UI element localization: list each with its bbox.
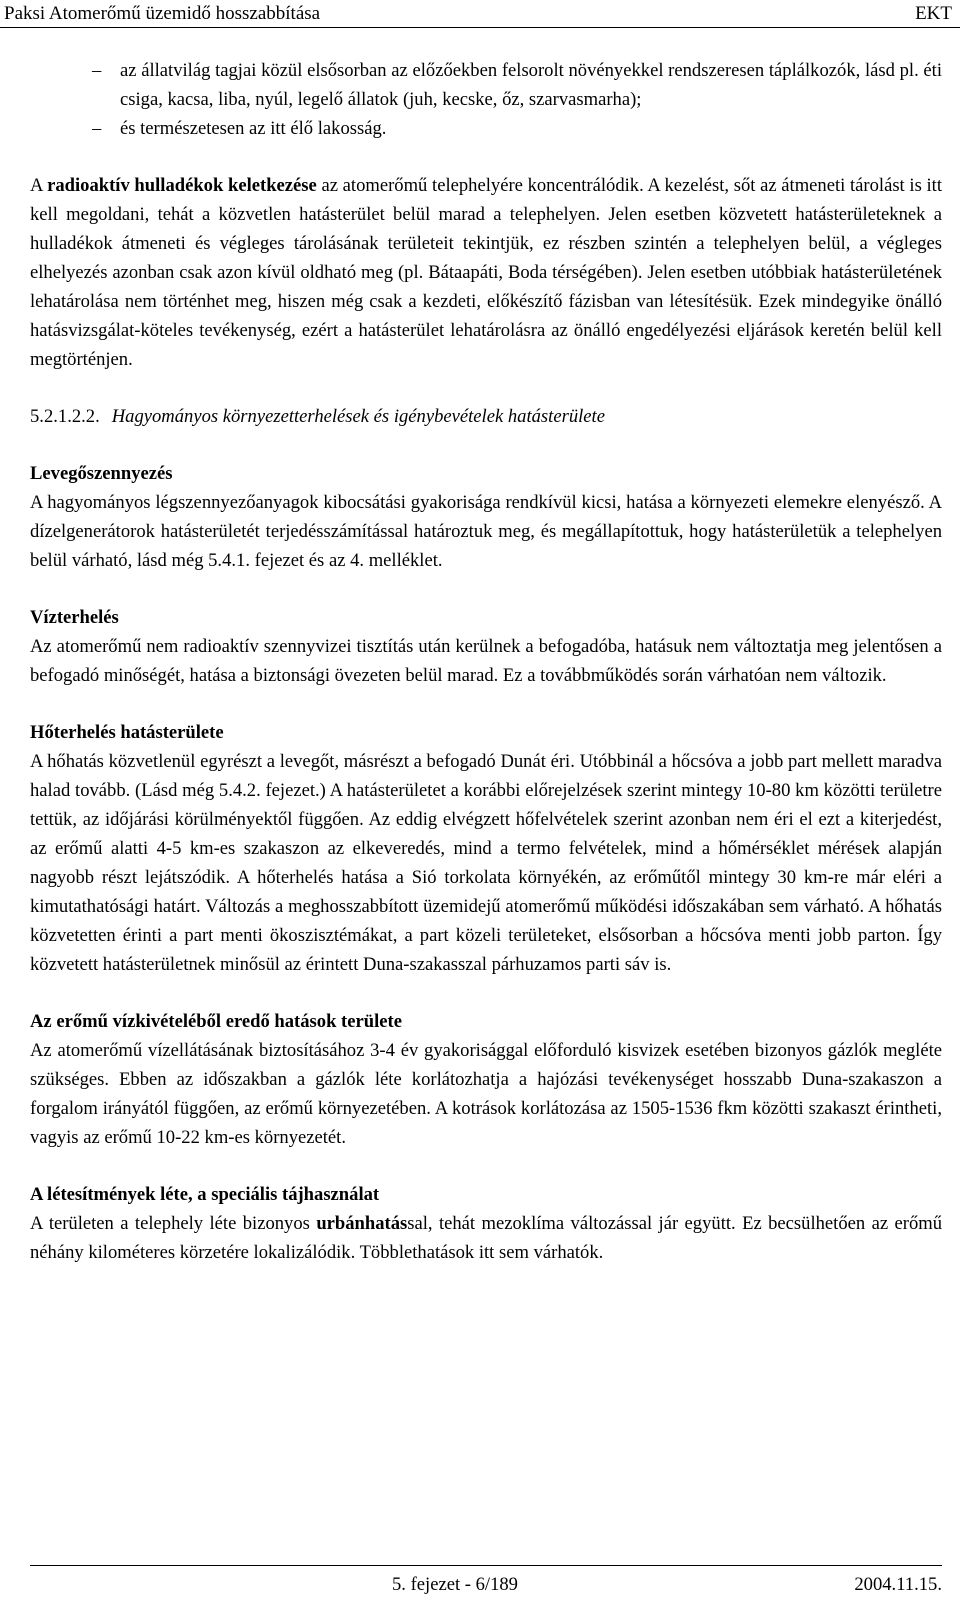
paragraph-water-intake: Az atomerőmű vízellátásának biztosításához 3-4 év gyakorisággal előforduló kisvizek esetében bizonyos gázlók megléte szükséges. Ebben az időszakban a gázlók léte korlátozhatja a hajózási tevékenységet hosszabb Duna-szakaszon a forgalom irányától függően, az erőmű környezetében. A kotrások korlátozása az 1505-1536 fkm közötti szakaszt érintheti, vagyis az erőmű 10-22 km-es környezetét. — [30, 1040, 942, 1148]
page-number: 5. fejezet - 6/189 — [392, 1574, 518, 1595]
paragraph-air-pollution: A hagyományos légszennyezőanyagok kibocsátási gyakorisága rendkívül kicsi, hatása a környezeti elemekre elenyésző. A dízelgenerátorok hatásterületét terjedésszámítással határoztuk meg, és megállapítottuk, hogy hatásterületük a telephelyen belül várható, lásd még 5.4.1. fejezet és az 4. melléklet. — [30, 492, 942, 571]
dash-bullet-icon: – — [92, 118, 102, 139]
document-title: Paksi Atomerőmű üzemidő hosszabbítása — [4, 3, 321, 24]
list-item — [30, 56, 942, 114]
document-body — [30, 56, 942, 1267]
section-heading — [30, 402, 942, 431]
emphasis-text: urbánhatás — [316, 1213, 408, 1234]
document-date: 2004.11.15. — [854, 1574, 942, 1595]
paragraph-facilities — [30, 1209, 942, 1267]
paragraph-text: sal, tehát mezoklíma változással jár együtt. Ez becsülhetően az erőmű néhány kilométeres körzetére lokalizálódik. Többlethatások itt sem várhatók. — [30, 1213, 943, 1263]
subheading-air-pollution: Levegőszennyezés — [30, 463, 173, 484]
section-number: 5.2.1.2.2. — [30, 406, 100, 427]
paragraph-heat-load: A hőhatás közvetlenül egyrészt a levegőt, másrészt a befogadó Dunát éri. Utóbbinál a hőcsóva a jobb part mellett maradva halad tovább. (Lásd még 5.4.2. fejezet.) A hatásterületet a korábbi előrejelzések szerint mintegy 10-80 km közötti területre tettük, az időjárási körülményektől függően. Az eddig elvégzett hőfelvételek szerint azonban nem éri el ezt a kiterjedést, az erőmű alatti 4-5 km-es szakaszon az elkeveredés, mind a termo felvételek, mind a hőmérséklet mérések alapján nagyobb részt lejátszódik. A hőterhelés hatása a Sió torkolata környékén, az erőműtől mintegy 30 km-re már eléri a kimutathatósági határt. Változás a meghosszabbított üzemidejű atomerőmű működési időszakában sem várható. A hőhatás közvetetten érinti a part menti ökoszisztémákat, a part közeli területeket, elsősorban a hőcsóva menti jobb parton. Így közvetett hatásterületnek minősül az érintett Duna-szakasszal párhuzamos parti sáv is. — [30, 751, 942, 975]
organization-label: EKT — [915, 3, 952, 24]
paragraph-text: az atomerőmű telephelyére koncentrálódik. A kezelést, sőt az átmeneti tárolást is itt kell megoldani, tehát a közvetlen hatásterület belül marad a telephelyen. Jelen esetben közvetett hatásterületeknek a hulladékok átmeneti és végleges tárolásának területeit tekintjük, ez részben szintén a telephelyen belül, a végleges elhelyezés azonban csak azon kívül oldható meg (pl. Bátaapáti, Boda térségében). Jelen esetben utóbbiak hatásterületének lehatárolása nem történhet meg, hiszen még csak a kezdeti, előkészítő fázisban van létesítésük. Ezek mindegyike önálló hatásvizsgálat-köteles tevékenység, ezért a hatásterület lehatárolásra az önálló engedélyezési eljárások keretén belül kell megtörténjen. — [30, 175, 942, 370]
page-footer — [30, 1565, 942, 1595]
subheading-water-load: Vízterhelés — [30, 607, 119, 628]
subheading-heat-load: Hőterhelés hatásterülete — [30, 722, 224, 743]
page-header — [0, 0, 960, 28]
bullet-list — [30, 56, 942, 143]
list-item-text: és természetesen az itt élő lakosság. — [120, 118, 387, 139]
paragraph-water-load: Az atomerőmű nem radioaktív szennyvizei tisztítás után kerülnek a befogadóba, hatásuk nem változtatja meg jelentősen a befogadó minőségét, hatása a biztonsági övezeten belül marad. Ez a továbbműködés során várhatóan nem változik. — [30, 636, 942, 686]
subheading-facilities: A létesítmények léte, a speciális tájhasználat — [30, 1184, 380, 1205]
paragraph-radioactive-waste — [30, 171, 942, 374]
paragraph-text: A — [30, 175, 48, 196]
section-title: Hagyományos környezetterhelések és igénybevételek hatásterülete — [111, 406, 605, 427]
paragraph-text: A területen a telephely léte bizonyos — [30, 1213, 317, 1234]
subheading-water-intake: Az erőmű vízkivételéből eredő hatások területe — [30, 1011, 402, 1032]
dash-bullet-icon: – — [92, 60, 102, 81]
list-item — [30, 114, 942, 143]
emphasis-text: radioaktív hulladékok keletkezése — [47, 175, 317, 196]
list-item-text: az állatvilág tagjai közül elsősorban az előzőekben felsorolt növényekkel rendszeresen táplálkozók, lásd pl. éti csiga, kacsa, liba, nyúl, legelő állatok (juh, kecske, őz, szarvasmarha); — [120, 60, 942, 110]
